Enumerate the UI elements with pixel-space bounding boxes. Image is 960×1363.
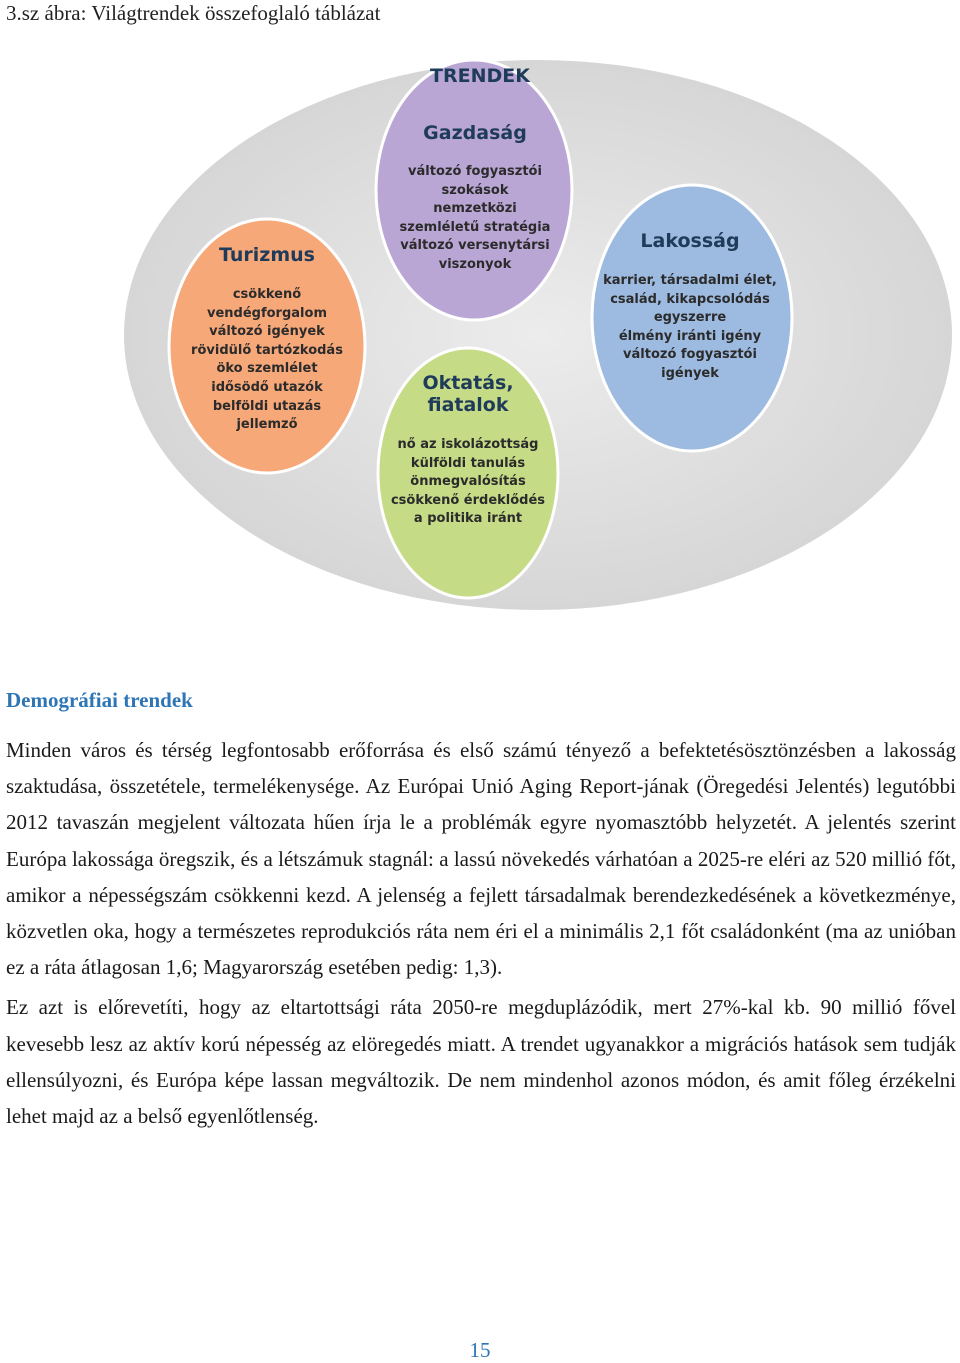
trends-diagram [120,50,960,615]
figure-caption: 3.sz ábra: Világtrendek összefoglaló táblázat [6,1,381,25]
gazdasag-item: változó versenytársi [400,238,550,254]
oktatas-title [378,372,558,416]
turizmus-item: vendégforgalom [207,305,327,321]
lakossag-item: igények [661,365,719,381]
lakossag-item: élmény iránti igény [618,328,762,344]
gazdasag-item: nemzetközi [433,201,517,217]
turizmus-item: csökkenő [232,287,302,302]
oktatas-item: a politika iránt [413,511,523,527]
turizmus-item: jellemző [236,417,298,433]
body-text [6,732,956,1134]
oktatas-item: csökkenő érdeklődés [390,492,546,508]
oktatas-item: nő az iskolázottság [397,437,539,452]
oktatas-title-line: fiatalok [427,394,509,416]
diagram-title: TRENDEK [430,65,530,87]
paragraph: Minden város és térség legfontosabb erőforrása és első számú tényező a befektetésösztönzésben a lakosság szaktudása, összetétele, termelékenysége. Az Európai Unió Aging Report-jának (Öregedési Jelentés) legutóbbi 2012 tavaszán megjelent változata hűen írja le a problémák egyre nyomasztóbb helyzetét. A jelentés szerint Európa lakossága öregszik, és a létszámuk stagnál: a lassú növekedés várhatóan a 2025-re eléri az 520 millió főt, amikor a népességszám csökkenni kezd. A jelenség a fejlett társadalmak berendezkedésének a következménye, közvetlen oka, hogy a természetes reprodukciós ráta nem éri el a minimális 2,1 főt családonként (ma az unióban ez a ráta átlagosan 1,6; Magyarország esetében pedig: 1,3). [6,738,956,980]
paragraph: Ez azt is előrevetíti, hogy az eltartottsági ráta 2050-re megduplázódik, mert 27%-kal kb. 90 millió fővel kevesebb lesz az aktív korú népesség az elöregedés miatt. A trendet ugyanakkor a migrációs hatások sem tudják ellensúlyozni, és Európa képe lassan megváltozik. De nem mindenhol azonos módon, és amit főleg érzékelni lehet majd az a belső egyenlőtlenség. [6,995,956,1129]
gazdasag-item: szokások [441,182,509,198]
lakossag-items [582,272,798,384]
lakossag-item: egyszerre [653,310,727,326]
turizmus-item: öko szemlélet [216,361,318,377]
turizmus-item: rövidülő tartózkodás [191,342,343,358]
lakossag-item: család, kikapcsolódás [610,291,770,307]
turizmus-item: változó igények [209,324,325,340]
turizmus-item: belföldi utazás [212,398,322,414]
gazdasag-title: Gazdaság [423,122,527,144]
lakossag-item: változó fogyasztói [623,347,757,363]
oktatas-item: külföldi tanulás [410,455,526,471]
gazdasag-items [375,163,575,275]
oktatas-title-line: Oktatás, [422,372,514,394]
lakossag-item: karrier, társadalmi élet, [603,273,777,288]
oktatas-item: önmegvalósítás [410,474,526,490]
gazdasag-item: szemléletű stratégia [399,219,551,235]
oktatas-items [368,436,568,529]
lakossag-title: Lakosság [640,230,740,252]
gazdasag-item: változó fogyasztói [408,164,542,179]
turizmus-title: Turizmus [219,244,315,266]
section-heading: Demográfiai trendek [6,688,193,712]
turizmus-item: idősödő utazók [211,379,323,395]
page-number: 15 [469,1338,491,1362]
turizmus-items [167,286,367,435]
gazdasag-item: viszonyok [438,256,512,272]
